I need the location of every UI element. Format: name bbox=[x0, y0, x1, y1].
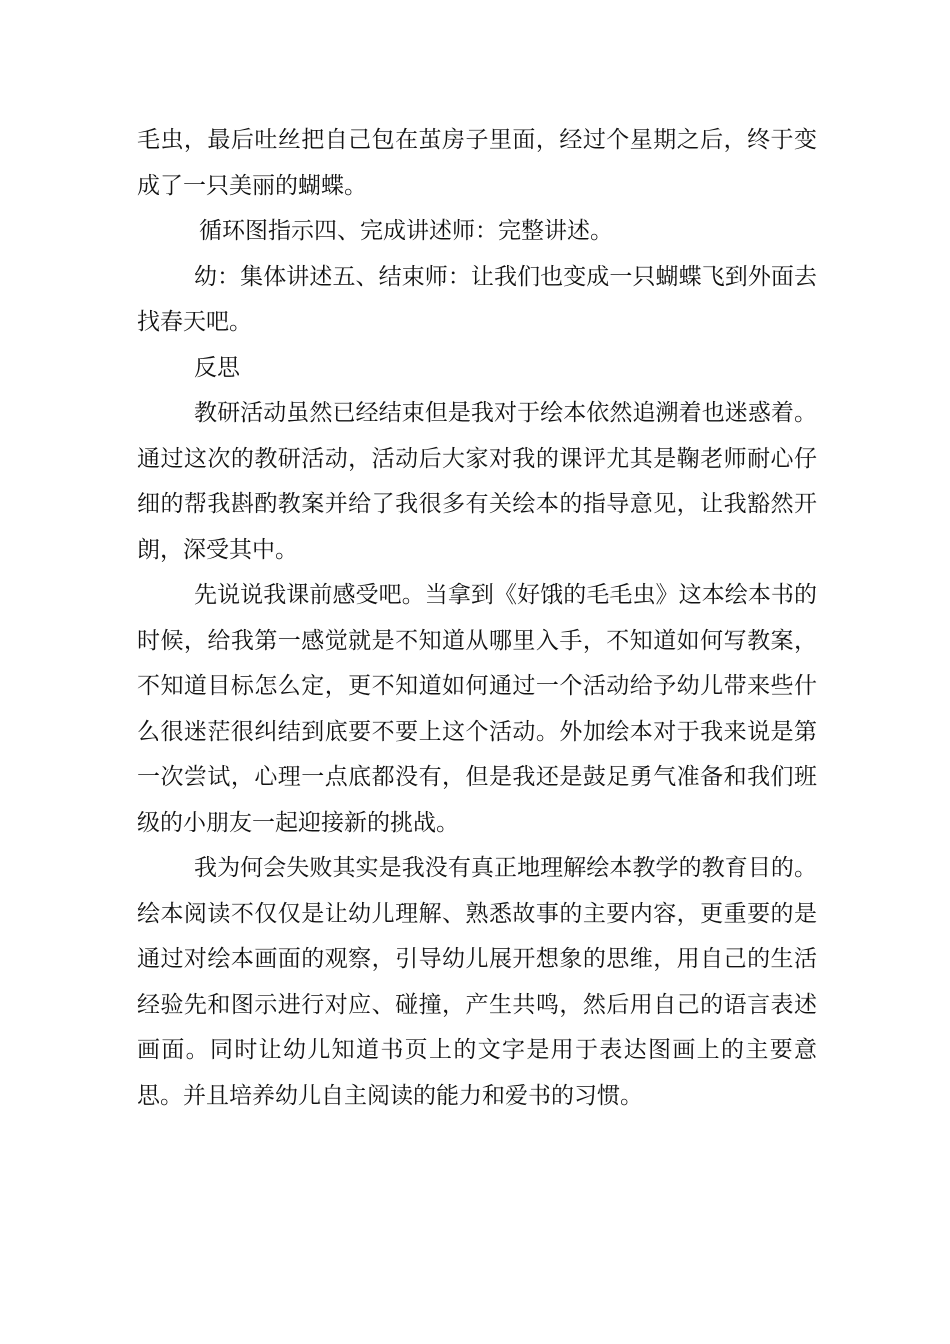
paragraph-failure-analysis: 我为何会失败其实是我没有真正地理解绘本教学的教育目的。绘本阅读不仅仅是让幼儿理解、熟悉故事的主要内容，更重要的是通过对绘本画面的观察，引导幼儿展开想象的思维，用自己的生活经验先和图示进行对应、碰撞，产生共鸣，然后用自己的语言表述画面。同时让幼儿知道书页上的文字是用于表达图画上的主要意思。并且培养幼儿自主阅读的能力和爱书的习惯。 bbox=[137, 855, 817, 1109]
paragraph-step-four: 循环图指示四、完成讲述师：完整讲述。 bbox=[199, 218, 613, 244]
section-heading-reflection: 反思 bbox=[194, 354, 240, 381]
document-body bbox=[137, 118, 817, 1119]
paragraph-reflection-intro: 教研活动虽然已经结束但是我对于绘本依然追溯着也迷惑着。通过这次的教研活动，活动后大家对我的课评尤其是鞠老师耐心仔细的帮我斟酌教案并给了我很多有关绘本的指导意见，让我豁然开朗，深受其中。 bbox=[137, 400, 817, 563]
paragraph-step-five: 幼：集体讲述五、结束师：让我们也变成一只蝴蝶飞到外面去找春天吧。 bbox=[137, 263, 817, 335]
paragraph-continuation: 毛虫，最后吐丝把自己包在茧房子里面，经过个星期之后，终于变成了一只美丽的蝴蝶。 bbox=[137, 127, 817, 199]
paragraph-pre-class-feelings: 先说说我课前感受吧。当拿到《好饿的毛毛虫》这本绘本书的时候，给我第一感觉就是不知道从哪里入手，不知道如何写教案，不知道目标怎么定，更不知道如何通过一个活动给予幼儿带来些什么很迷茫很纠结到底要不要上这个活动。外加绘本对于我来说是第一次尝试，心理一点底都没有，但是我还是鼓足勇气准备和我们班级的小朋友一起迎接新的挑战。 bbox=[137, 582, 817, 836]
